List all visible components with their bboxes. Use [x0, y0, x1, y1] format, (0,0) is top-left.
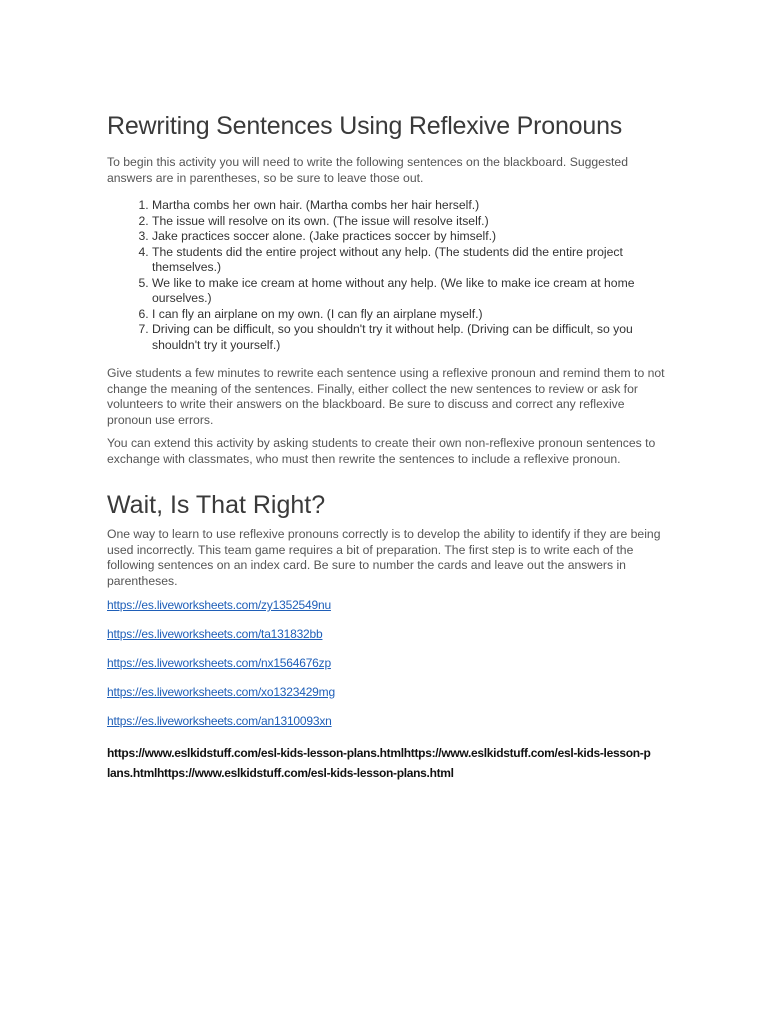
intro-paragraph: To begin this activity you will need to write the following sentences on the blackboard. Suggested answers are in parentheses, so be sure to leave those out.	[107, 155, 628, 185]
extend-activity-paragraph: You can extend this activity by asking students to create their own non-reflexive pronoun sentences to exchange with classmates, who must then rewrite the sentences to include a reflexive pronoun.	[107, 436, 656, 466]
link-list	[107, 598, 667, 729]
wait-paragraph: One way to learn to use reflexive pronouns correctly is to develop the ability to identify if they are being used incorrectly. This team game requires a bit of preparation. The first step is to write each of the following sentences on an index card. Be sure to number the cards and leave out the answers in parentheses.	[107, 527, 661, 588]
eslkidstuff-url-text: https://www.eslkidstuff.com/esl-kids-lesson-plans.htmlhttps://www.eslkidstuff.com/esl-kids-lesson-plans.htmlhttps://www.eslkidstuff.com/esl-kids-lesson-plans.html	[107, 746, 651, 780]
list-item: 6. I can fly an airplane on my own. (I can fly an airplane myself.)	[152, 307, 667, 323]
list-item: 4. The students did the entire project without any help. (The students did the entire project themselves.)	[152, 245, 667, 276]
give-students-paragraph: Give students a few minutes to rewrite each sentence using a reflexive pronoun and remind them to not change the meaning of the sentences. Finally, either collect the new sentences to review or ask for volunteers to write their answers on the blackboard. Be sure to discuss and correct any reflexive pronoun use errors.	[107, 366, 665, 427]
page-title: Rewriting Sentences Using Reflexive Pronouns	[107, 112, 623, 140]
worksheet-link[interactable]: https://es.liveworksheets.com/xo1323429mg	[107, 685, 335, 699]
document-page	[107, 108, 667, 783]
list-item: 2. The issue will resolve on its own. (The issue will resolve itself.)	[152, 214, 667, 230]
list-item: 3. Jake practices soccer alone. (Jake practices soccer by himself.)	[152, 229, 667, 245]
worksheet-link[interactable]: https://es.liveworksheets.com/ta131832bb	[107, 627, 323, 641]
list-item: 1. Martha combs her own hair. (Martha combs her hair herself.)	[152, 198, 667, 214]
list-item: 7. Driving can be difficult, so you shouldn't try it without help. (Driving can be difficult, so you shouldn't try it yourself.)	[152, 322, 667, 353]
sentence-list	[107, 198, 667, 353]
section-heading: Wait, Is That Right?	[107, 491, 326, 519]
worksheet-link[interactable]: https://es.liveworksheets.com/an1310093xn	[107, 714, 332, 728]
worksheet-link[interactable]: https://es.liveworksheets.com/zy1352549nu	[107, 598, 331, 612]
list-item: 5. We like to make ice cream at home without any help. (We like to make ice cream at home ourselves.)	[152, 276, 667, 307]
worksheet-link[interactable]: https://es.liveworksheets.com/nx1564676zp	[107, 656, 331, 670]
